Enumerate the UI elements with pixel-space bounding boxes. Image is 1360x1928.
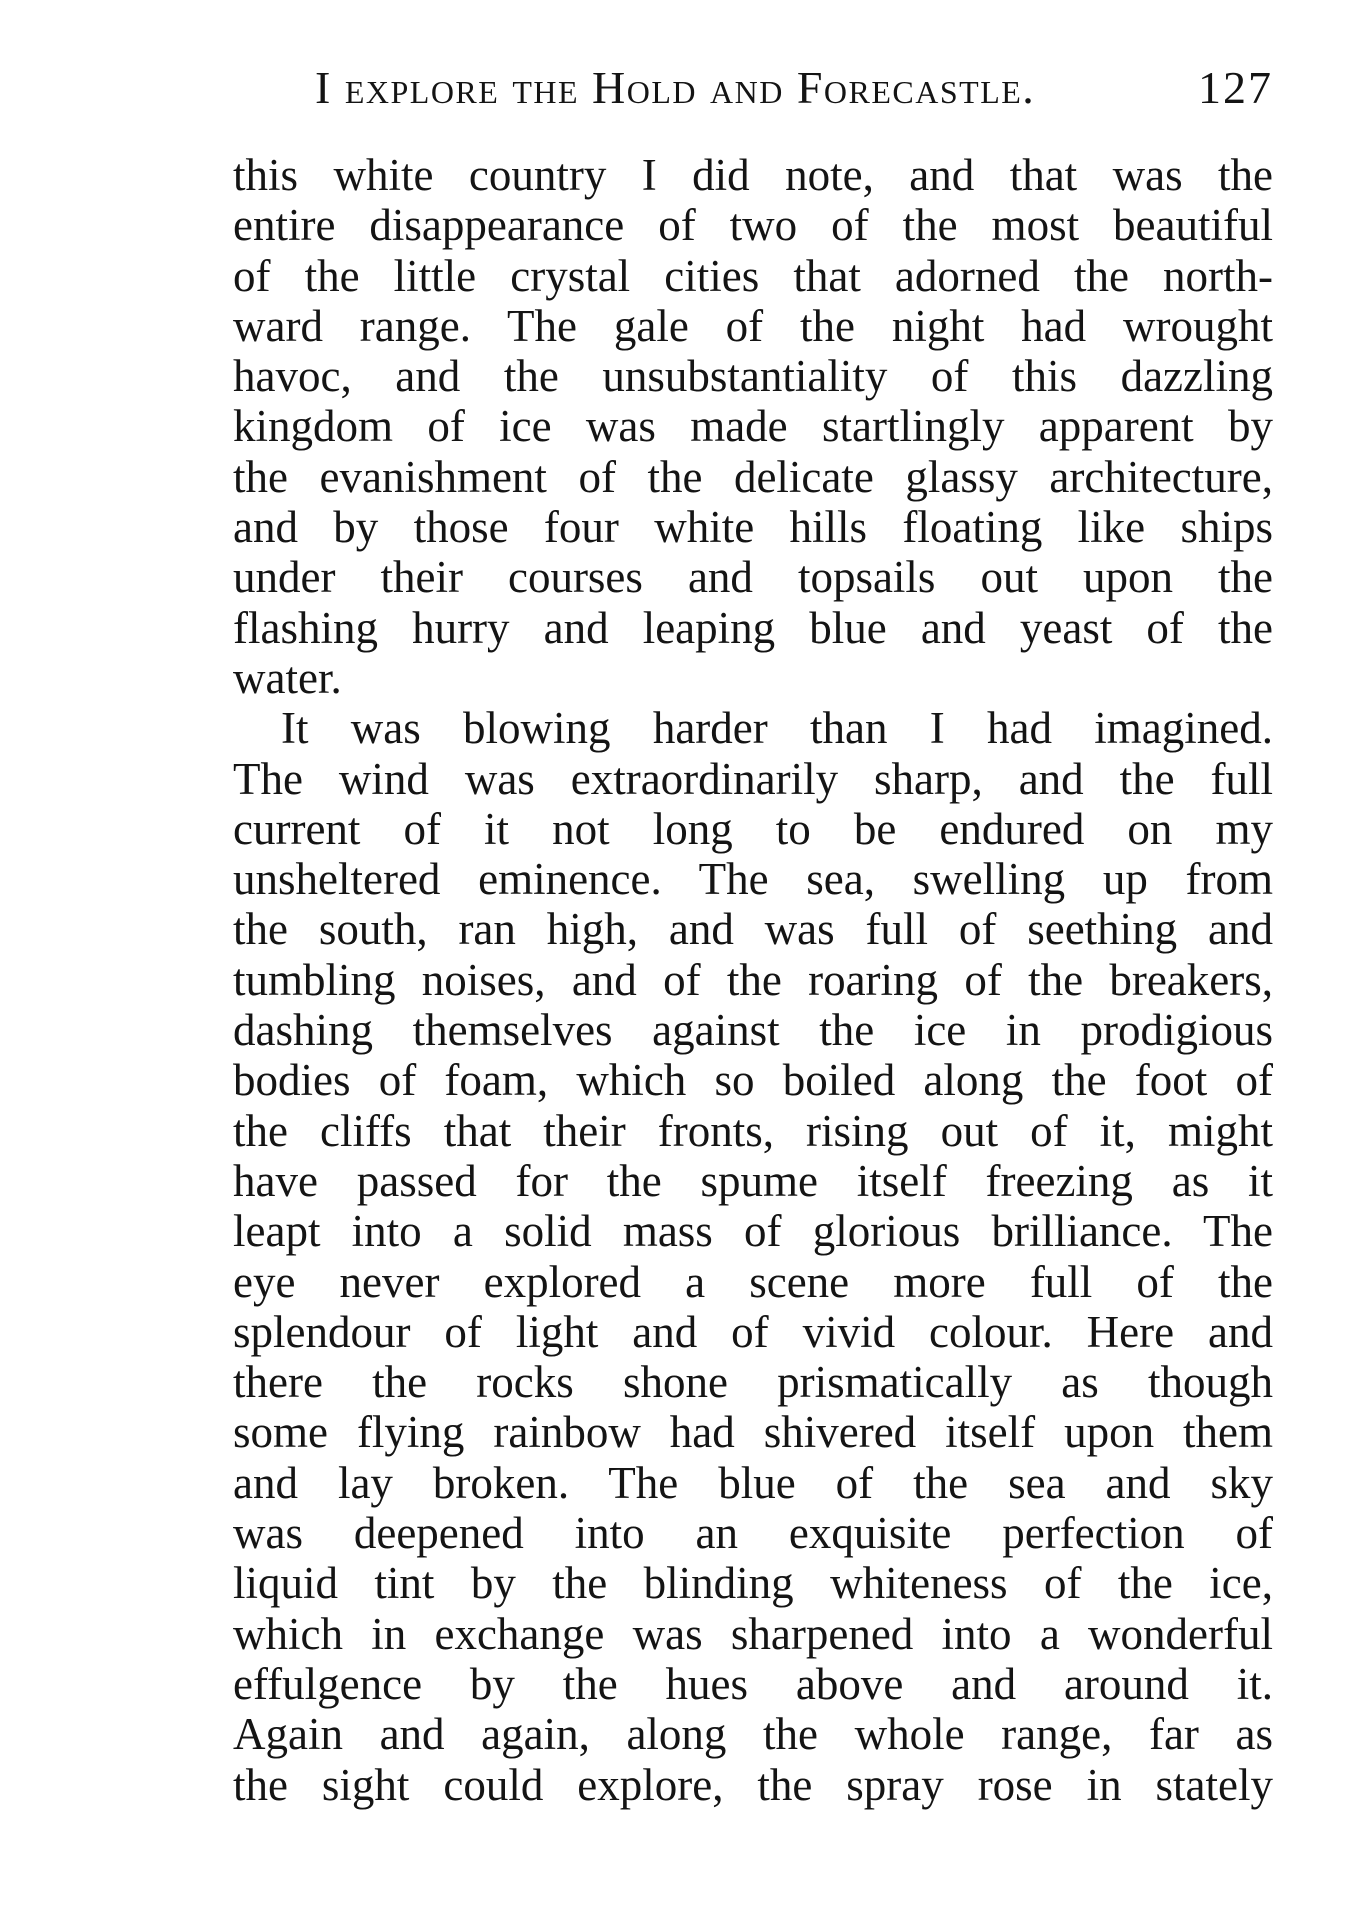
text-line: current of it not long to be endured on my <box>233 803 1273 854</box>
page-number: 127 <box>1198 62 1273 113</box>
text-line: of the little crystal cities that adorned the north- <box>233 250 1273 301</box>
body-text <box>233 150 1273 1810</box>
chapter-title: I explore the Hold and Forecastle. <box>315 62 1036 113</box>
text-line: entire disappearance of two of the most beautiful <box>233 200 1273 251</box>
text-line: kingdom of ice was made startlingly apparent by <box>233 401 1273 452</box>
text-line: the evanishment of the delicate glassy architecture, <box>233 451 1273 502</box>
text-line: the south, ran high, and was full of seething and <box>233 904 1273 955</box>
paragraph-end-line: water. <box>233 652 342 703</box>
text-line: eye never explored a scene more full of the <box>233 1256 1273 1307</box>
text-line: unsheltered eminence. The sea, swelling up from <box>233 854 1273 905</box>
text-line: under their courses and topsails out upon the <box>233 552 1273 603</box>
text-line: there the rocks shone prismatically as though <box>233 1357 1273 1408</box>
text-line: was deepened into an exquisite perfection of <box>233 1508 1273 1559</box>
text-line: and lay broken. The blue of the sea and sky <box>233 1457 1273 1508</box>
text-line: and by those four white hills floating like ships <box>233 502 1273 553</box>
text-line: some flying rainbow had shivered itself upon them <box>233 1407 1273 1458</box>
text-line: ward range. The gale of the night had wrought <box>233 300 1273 351</box>
text-line: effulgence by the hues above and around it. <box>233 1658 1273 1709</box>
text-line: leapt into a solid mass of glorious brilliance. The <box>233 1206 1273 1257</box>
text-line: liquid tint by the blinding whiteness of the ice, <box>233 1558 1273 1609</box>
text-line: which in exchange was sharpened into a wonderful <box>233 1608 1273 1659</box>
text-line: this white country I did note, and that was the <box>233 150 1273 200</box>
text-line: bodies of foam, which so boiled along the foot of <box>233 1055 1273 1106</box>
text-line: flashing hurry and leaping blue and yeast of the <box>233 602 1273 653</box>
text-line: the cliffs that their fronts, rising out of it, might <box>233 1105 1273 1156</box>
text-line: Again and again, along the whole range, far as <box>233 1709 1273 1760</box>
text-line: splendour of light and of vivid colour. Here and <box>233 1306 1273 1357</box>
text-line: tumbling noises, and of the roaring of the breakers, <box>233 954 1273 1005</box>
text-line: dashing themselves against the ice in prodigious <box>233 1005 1273 1056</box>
text-line: The wind was extraordinarily sharp, and the full <box>233 753 1273 804</box>
text-line: the sight could explore, the spray rose in stately <box>233 1759 1273 1810</box>
paragraph-start-line: It was blowing harder than I had imagined. <box>281 703 1273 754</box>
text-line: havoc, and the unsubstantiality of this dazzling <box>233 351 1273 402</box>
text-line: have passed for the spume itself freezing as it <box>233 1155 1273 1206</box>
running-head <box>233 58 1273 118</box>
